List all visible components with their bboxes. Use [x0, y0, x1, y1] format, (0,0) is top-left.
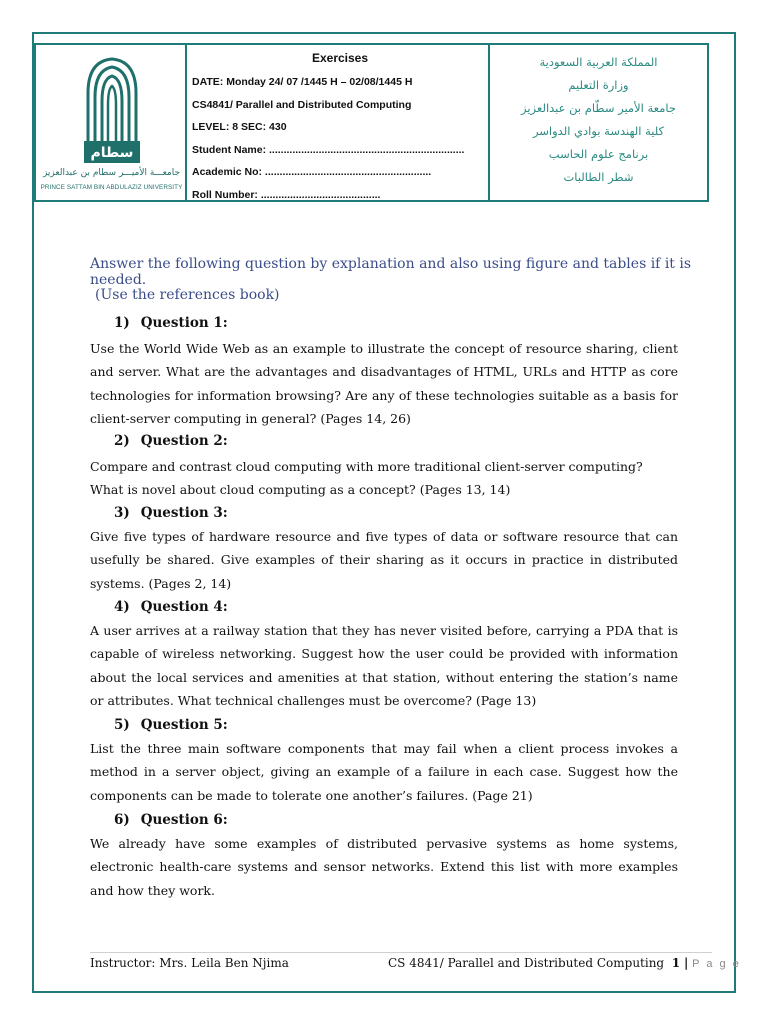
question-number: 6) [114, 812, 130, 828]
instructions-line: Answer the following question by explanation and also using figure and tables if it is needed. [90, 256, 692, 288]
exercise-info-cell [187, 45, 490, 200]
question-number: 1) [114, 315, 130, 331]
arabic-line-program: برنامج علوم الحاسب [548, 147, 649, 161]
arabic-line-university: جامعة الأمير سطّام بن عبدالعزيز [521, 101, 676, 115]
logo-mark-text: سطام [90, 145, 134, 161]
question-title: Question 2: [140, 433, 228, 449]
question-3-heading [114, 505, 228, 521]
footer-instructor: Instructor: Mrs. Leila Ben Njima [90, 956, 289, 970]
question-1-text: Use the World Wide Web as an example to illustrate the concept of resource sharing, client and server. What are the advantages and disadvantages of HTML, URLs and HTTP as core technologies for information browsing? Are any of these technologies suitable as a basis for client-server computing in general? (Pages 14, 26) [90, 341, 678, 427]
question-title: Question 4: [140, 599, 228, 615]
arabic-line-college: كلية الهندسة بوادي الدواسر [532, 124, 665, 138]
page-word: P a g e [692, 958, 741, 970]
header-table [34, 43, 709, 202]
question-5-text: List the three main software components that may fail when a client process invokes a method in a server object, giving an example of a failure in each case. Suggest how the components can be made to tolerate one another’s failures. (Page 21) [90, 741, 678, 803]
level-line: LEVEL: 8 SEC: 430 [192, 121, 287, 133]
question-title: Question 1: [140, 315, 228, 331]
question-2-text-2: What is novel about cloud computing as a concept? (Pages 13, 14) [90, 482, 511, 497]
arabic-line-kingdom: المملكة العربية السعودية [539, 55, 658, 69]
arabic-line-ministry: وزارة التعليم [568, 78, 629, 92]
footer-course: CS 4841/ Parallel and Distributed Computing [388, 956, 665, 970]
question-number: 3) [114, 505, 130, 521]
exercises-title: Exercises [311, 51, 369, 65]
question-number: 4) [114, 599, 130, 615]
question-2-text: Compare and contrast cloud computing with more traditional client-server computing? [90, 459, 643, 474]
question-4-heading [114, 599, 228, 615]
roll-number-field: Roll Number: ......................................... [192, 188, 381, 201]
university-logo-cell [36, 45, 187, 200]
question-title: Question 3: [140, 505, 228, 521]
page-separator: | [683, 956, 689, 970]
arabic-header-cell [490, 45, 707, 200]
question-1-heading [114, 315, 228, 331]
academic-no-field: Academic No: ......................................................... [192, 166, 432, 178]
question-5-heading [114, 717, 228, 733]
question-title: Question 6: [140, 812, 228, 828]
question-number: 2) [114, 433, 130, 449]
page-number: 1 [671, 956, 681, 970]
question-6-text: We already have some examples of distributed pervasive systems as home systems, electronic health-care systems and sensor networks. Extend this list with more examples and how they work. [90, 836, 678, 898]
university-name-english: PRINCE SATTAM BIN ABDULAZIZ UNIVERSITY [40, 184, 183, 191]
footer-course-page [388, 956, 741, 970]
date-line: DATE: Monday 24/ 07 /1445 H – 02/08/1445 H [192, 76, 413, 88]
course-line: CS4841/ Parallel and Distributed Computing [192, 98, 412, 111]
question-title: Question 5: [140, 717, 228, 733]
footer-divider [90, 952, 712, 953]
university-name-arabic: جامعـــة الأميـــر سطام بن عبدالعزيز [42, 168, 181, 178]
references-note: (Use the references book) [95, 287, 280, 303]
question-2-heading [114, 433, 228, 449]
question-4-text: A user arrives at a railway station that they has never visited before, carrying a PDA that is capable of wireless networking. Suggest how the user could be provided with information about the local services and amenities at that station, without entering the station’s name or attributes. What technical challenges must be overcome? (Page 13) [90, 623, 678, 709]
question-6-heading [114, 812, 228, 828]
question-3-text: Give five types of hardware resource and five types of data or software resource that can usefully be shared. Give examples of their sharing as it occurs in practice in distributed systems. (Pages 2, 14) [90, 529, 678, 591]
question-number: 5) [114, 717, 130, 733]
university-logo-icon [84, 57, 140, 165]
student-name-field: Student Name: ................................................................... [192, 143, 465, 156]
arabic-line-section: شطر الطالبات [563, 170, 634, 184]
